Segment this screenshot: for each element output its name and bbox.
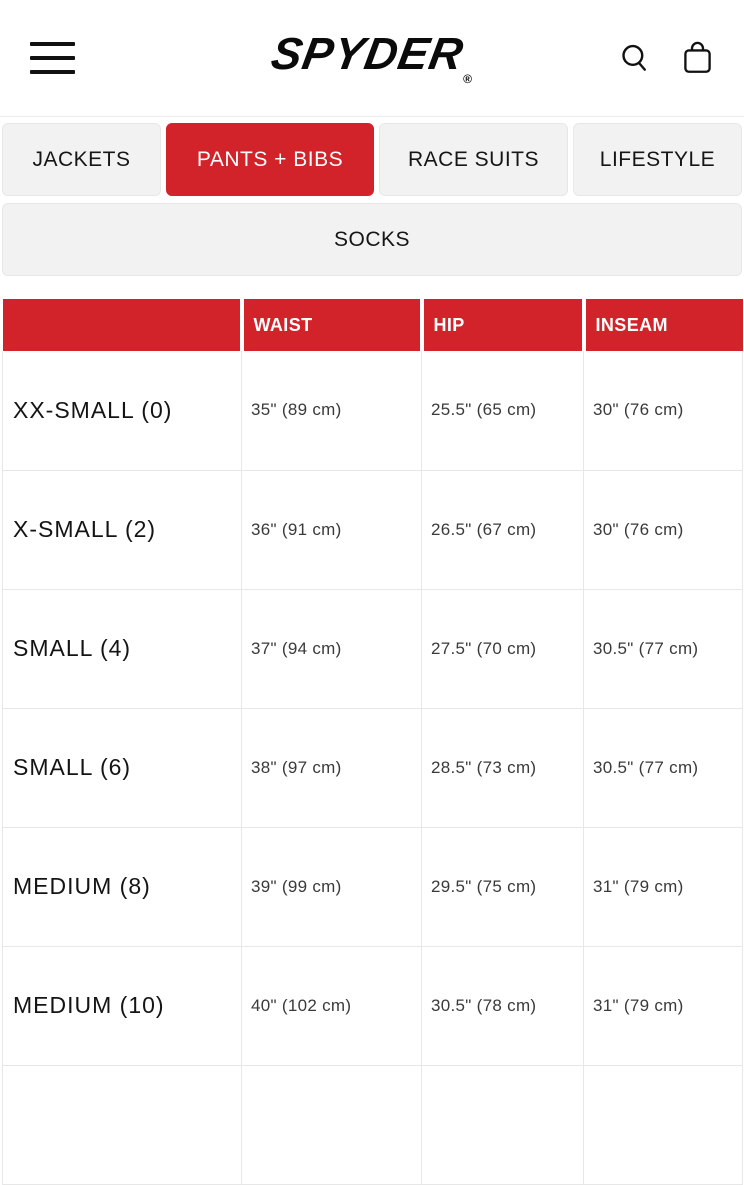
inseam-value: 30" (76 cm) [584,470,743,589]
search-button[interactable] [617,41,651,75]
table-row [3,470,743,589]
search-icon [617,63,651,78]
size-chart-section [2,299,742,1185]
hip-value: 27.5" (70 cm) [422,589,584,708]
column-header-inseam: INSEAM [584,299,743,351]
table-row [3,589,743,708]
size-label [3,1065,242,1184]
size-label: XX-SMALL (0) [3,351,242,470]
tab-pants-bibs[interactable]: PANTS + BIBS [166,123,374,196]
waist-value: 36" (91 cm) [242,470,422,589]
hamburger-icon [30,42,75,46]
table-row [3,827,743,946]
size-label: MEDIUM (10) [3,946,242,1065]
registered-mark: ® [463,71,472,86]
tab-lifestyle[interactable]: LIFESTYLE [573,123,742,196]
table-row [3,946,743,1065]
category-tabs [0,117,744,276]
hip-value: 25.5" (65 cm) [422,351,584,470]
hip-value: 30.5" (78 cm) [422,946,584,1065]
column-header-hip: HIP [422,299,584,351]
inseam-value: 30.5" (77 cm) [584,589,743,708]
size-label: MEDIUM (8) [3,827,242,946]
menu-button[interactable] [30,42,75,74]
brand-logo[interactable] [267,27,472,86]
size-label: SMALL (4) [3,589,242,708]
hip-value: 28.5" (73 cm) [422,708,584,827]
tab-jackets[interactable]: JACKETS [2,123,161,196]
hip-value: 29.5" (75 cm) [422,827,584,946]
inseam-value: 31" (79 cm) [584,946,743,1065]
waist-value: 35" (89 cm) [242,351,422,470]
waist-value: 38" (97 cm) [242,708,422,827]
hamburger-icon [30,56,75,60]
table-row [3,708,743,827]
inseam-value: 31" (79 cm) [584,827,743,946]
tab-socks[interactable]: SOCKS [2,203,742,276]
waist-value: 39" (99 cm) [242,827,422,946]
size-label: X-SMALL (2) [3,470,242,589]
size-chart-table [2,299,743,1185]
brand-logo-text: SPYDER [267,27,468,79]
column-header-waist: WAIST [242,299,422,351]
table-row [3,1065,743,1184]
tab-row-1 [2,123,742,196]
table-row [3,351,743,470]
hip-value [422,1065,584,1184]
header-actions [617,40,714,76]
waist-value [242,1065,422,1184]
cart-button[interactable] [681,40,714,76]
hamburger-icon [30,70,75,74]
size-label: SMALL (6) [3,708,242,827]
inseam-value: 30" (76 cm) [584,351,743,470]
tab-race-suits[interactable]: RACE SUITS [379,123,568,196]
column-header-size [3,299,242,351]
app-header [0,0,744,117]
hip-value: 26.5" (67 cm) [422,470,584,589]
inseam-value: 30.5" (77 cm) [584,708,743,827]
waist-value: 40" (102 cm) [242,946,422,1065]
table-header-row [3,299,743,351]
inseam-value [584,1065,743,1184]
waist-value: 37" (94 cm) [242,589,422,708]
bag-icon [681,64,714,79]
